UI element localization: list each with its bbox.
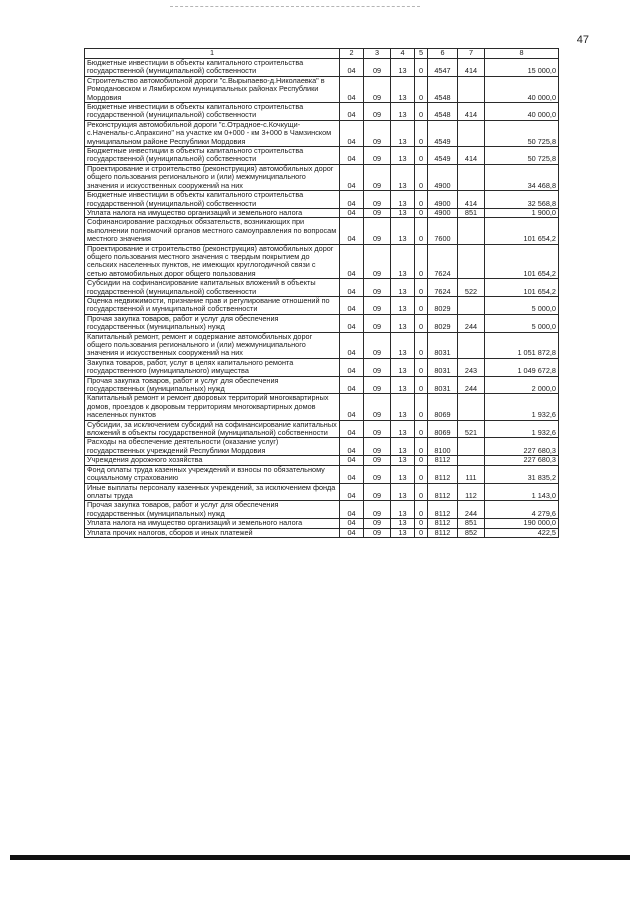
row-code-cell: 0 xyxy=(415,358,428,376)
scan-artifact-dashes xyxy=(170,6,420,9)
header-cell: 4 xyxy=(391,49,415,59)
table-row xyxy=(85,332,559,358)
row-name-cell: Иные выплаты персоналу казенных учреждений, за исключением фонда оплаты труда xyxy=(85,483,340,501)
row-sum-cell: 422,5 xyxy=(485,528,559,537)
row-code-cell: 04 xyxy=(340,147,364,165)
row-code-cell xyxy=(458,394,485,420)
row-code-cell: 13 xyxy=(391,465,415,483)
row-code-cell: 04 xyxy=(340,59,364,77)
row-name-cell: Прочая закупка товаров, работ и услуг для обеспечения государственных (муниципальных) нужд xyxy=(85,376,340,394)
row-name-cell: Субсидии на софинансирование капитальных вложений в объекты государственной (муниципальной) собственности xyxy=(85,279,340,297)
row-code-cell: 13 xyxy=(391,279,415,297)
row-code-cell: 09 xyxy=(364,438,391,456)
header-cell: 5 xyxy=(415,49,428,59)
row-code-cell: 8112 xyxy=(428,519,458,528)
row-code-cell: 09 xyxy=(364,465,391,483)
row-code-cell: 414 xyxy=(458,147,485,165)
row-code-cell: 8031 xyxy=(428,376,458,394)
row-code-cell: 04 xyxy=(340,420,364,438)
row-code-cell xyxy=(458,76,485,102)
row-code-cell: 13 xyxy=(391,358,415,376)
row-code-cell: 8031 xyxy=(428,358,458,376)
row-code-cell xyxy=(458,438,485,456)
row-code-cell xyxy=(458,218,485,244)
row-sum-cell: 227 680,3 xyxy=(485,438,559,456)
row-name-cell: Реконструкция автомобильной дороги "с.Отрадное-с.Кочкущи-с.Наченалы-с.Апраксино" на участке км 0+000 - км 3+000 в Чамзинском муниципальном районе Республики Мордовия xyxy=(85,120,340,146)
row-sum-cell: 101 654,2 xyxy=(485,244,559,279)
row-code-cell: 13 xyxy=(391,103,415,121)
row-code-cell: 04 xyxy=(340,438,364,456)
row-code-cell: 13 xyxy=(391,438,415,456)
row-code-cell: 414 xyxy=(458,191,485,209)
row-code-cell: 851 xyxy=(458,208,485,217)
table-row xyxy=(85,191,559,209)
row-code-cell: 0 xyxy=(415,332,428,358)
row-code-cell: 0 xyxy=(415,438,428,456)
row-code-cell: 09 xyxy=(364,208,391,217)
row-code-cell: 13 xyxy=(391,456,415,465)
row-code-cell: 13 xyxy=(391,528,415,537)
table-row xyxy=(85,164,559,190)
row-sum-cell: 40 000,0 xyxy=(485,103,559,121)
row-code-cell: 09 xyxy=(364,103,391,121)
row-code-cell: 8029 xyxy=(428,314,458,332)
row-code-cell: 04 xyxy=(340,296,364,314)
table-row xyxy=(85,438,559,456)
row-code-cell: 7624 xyxy=(428,279,458,297)
row-name-cell: Строительство автомобильной дороги "с.Вырыпаево-д.Николаевка" в Ромодановском и Лямбирском муниципальных районах Республики Мордовия xyxy=(85,76,340,102)
table-header-row xyxy=(85,49,559,59)
row-code-cell: 13 xyxy=(391,314,415,332)
row-code-cell: 0 xyxy=(415,483,428,501)
table-row xyxy=(85,483,559,501)
row-sum-cell: 50 725,8 xyxy=(485,120,559,146)
row-code-cell: 4549 xyxy=(428,120,458,146)
row-sum-cell: 1 049 672,8 xyxy=(485,358,559,376)
row-code-cell: 244 xyxy=(458,314,485,332)
page-bottom-bar xyxy=(10,855,630,860)
row-sum-cell: 101 654,2 xyxy=(485,218,559,244)
row-sum-cell: 1 932,6 xyxy=(485,394,559,420)
row-sum-cell: 1 051 872,8 xyxy=(485,332,559,358)
row-code-cell: 0 xyxy=(415,296,428,314)
row-code-cell: 0 xyxy=(415,420,428,438)
row-name-cell: Прочая закупка товаров, работ и услуг для обеспечения государственных (муниципальных) нужд xyxy=(85,501,340,519)
row-code-cell: 0 xyxy=(415,519,428,528)
row-name-cell: Уплата налога на имущество организаций и земельного налога xyxy=(85,519,340,528)
row-code-cell: 0 xyxy=(415,76,428,102)
row-sum-cell: 5 000,0 xyxy=(485,296,559,314)
row-code-cell: 13 xyxy=(391,296,415,314)
row-code-cell: 09 xyxy=(364,120,391,146)
row-code-cell: 09 xyxy=(364,218,391,244)
row-name-cell: Расходы на обеспечение деятельности (оказание услуг) государственных учреждений Республики Мордовия xyxy=(85,438,340,456)
row-sum-cell: 15 000,0 xyxy=(485,59,559,77)
row-code-cell: 244 xyxy=(458,376,485,394)
row-code-cell xyxy=(458,332,485,358)
row-code-cell: 0 xyxy=(415,456,428,465)
row-code-cell: 13 xyxy=(391,147,415,165)
row-code-cell: 243 xyxy=(458,358,485,376)
row-sum-cell: 31 835,2 xyxy=(485,465,559,483)
row-code-cell: 04 xyxy=(340,456,364,465)
row-name-cell: Закупка товаров, работ, услуг в целях капитального ремонта государственного (муниципального) имущества xyxy=(85,358,340,376)
row-code-cell: 13 xyxy=(391,191,415,209)
row-code-cell: 04 xyxy=(340,376,364,394)
row-code-cell: 4548 xyxy=(428,76,458,102)
table-row xyxy=(85,279,559,297)
row-code-cell: 04 xyxy=(340,501,364,519)
row-code-cell: 04 xyxy=(340,120,364,146)
budget-table xyxy=(84,48,559,538)
row-code-cell: 04 xyxy=(340,244,364,279)
row-code-cell: 04 xyxy=(340,76,364,102)
row-code-cell: 09 xyxy=(364,147,391,165)
header-cell: 8 xyxy=(485,49,559,59)
row-code-cell: 244 xyxy=(458,501,485,519)
table-row xyxy=(85,501,559,519)
row-code-cell: 13 xyxy=(391,519,415,528)
row-code-cell: 13 xyxy=(391,164,415,190)
row-name-cell: Фонд оплаты труда казенных учреждений и взносы по обязательному социальному страхованию xyxy=(85,465,340,483)
row-code-cell: 04 xyxy=(340,483,364,501)
row-code-cell: 04 xyxy=(340,208,364,217)
row-code-cell: 0 xyxy=(415,208,428,217)
page-number: 47 xyxy=(576,34,589,46)
row-code-cell: 0 xyxy=(415,103,428,121)
row-code-cell: 04 xyxy=(340,314,364,332)
row-sum-cell: 5 000,0 xyxy=(485,314,559,332)
row-code-cell: 09 xyxy=(364,244,391,279)
row-sum-cell: 101 654,2 xyxy=(485,279,559,297)
row-code-cell: 09 xyxy=(364,501,391,519)
table-row xyxy=(85,519,559,528)
row-code-cell: 8112 xyxy=(428,483,458,501)
row-code-cell: 13 xyxy=(391,376,415,394)
row-code-cell: 09 xyxy=(364,296,391,314)
row-code-cell: 0 xyxy=(415,244,428,279)
row-code-cell: 0 xyxy=(415,314,428,332)
row-name-cell: Бюджетные инвестиции в объекты капитального строительства государственной (муниципальной) собственности xyxy=(85,147,340,165)
row-code-cell: 7600 xyxy=(428,218,458,244)
row-name-cell: Проектирование и строительство (реконструкция) автомобильных дорог общего пользования регионального и (или) межмуниципального значения и искусственных сооружений на них xyxy=(85,164,340,190)
row-sum-cell: 1 900,0 xyxy=(485,208,559,217)
table-row xyxy=(85,76,559,102)
row-code-cell: 4547 xyxy=(428,59,458,77)
row-code-cell: 111 xyxy=(458,465,485,483)
row-code-cell: 13 xyxy=(391,76,415,102)
row-code-cell xyxy=(458,296,485,314)
table-row xyxy=(85,465,559,483)
table-row xyxy=(85,528,559,537)
row-code-cell: 13 xyxy=(391,208,415,217)
row-code-cell: 09 xyxy=(364,191,391,209)
table-row xyxy=(85,244,559,279)
row-name-cell: Учреждения дорожного хозяйства xyxy=(85,456,340,465)
row-code-cell: 8069 xyxy=(428,420,458,438)
row-name-cell: Субсидии, за исключением субсидий на софинансирование капитальных вложений в объекты государственной (муниципальной) собственности xyxy=(85,420,340,438)
row-code-cell: 8069 xyxy=(428,394,458,420)
row-code-cell: 0 xyxy=(415,501,428,519)
row-code-cell: 8031 xyxy=(428,332,458,358)
row-name-cell: Бюджетные инвестиции в объекты капитального строительства государственной (муниципальной) собственности xyxy=(85,103,340,121)
row-code-cell: 09 xyxy=(364,528,391,537)
row-sum-cell: 1 932,6 xyxy=(485,420,559,438)
row-code-cell xyxy=(458,456,485,465)
row-code-cell: 09 xyxy=(364,332,391,358)
row-code-cell: 522 xyxy=(458,279,485,297)
row-code-cell: 09 xyxy=(364,164,391,190)
row-code-cell: 04 xyxy=(340,528,364,537)
table-row xyxy=(85,59,559,77)
row-code-cell: 8112 xyxy=(428,465,458,483)
row-code-cell: 09 xyxy=(364,76,391,102)
row-code-cell: 04 xyxy=(340,394,364,420)
row-code-cell: 112 xyxy=(458,483,485,501)
header-cell: 2 xyxy=(340,49,364,59)
row-code-cell: 0 xyxy=(415,191,428,209)
row-name-cell: Бюджетные инвестиции в объекты капитального строительства государственной (муниципальной) собственности xyxy=(85,191,340,209)
row-code-cell: 4548 xyxy=(428,103,458,121)
row-code-cell xyxy=(458,120,485,146)
table-row xyxy=(85,314,559,332)
row-code-cell: 852 xyxy=(458,528,485,537)
row-code-cell: 0 xyxy=(415,147,428,165)
row-name-cell: Бюджетные инвестиции в объекты капитального строительства государственной (муниципальной) собственности xyxy=(85,59,340,77)
row-code-cell: 09 xyxy=(364,394,391,420)
row-code-cell: 0 xyxy=(415,120,428,146)
row-name-cell: Уплата налога на имущество организаций и земельного налога xyxy=(85,208,340,217)
row-code-cell: 8112 xyxy=(428,501,458,519)
header-cell: 3 xyxy=(364,49,391,59)
table-row xyxy=(85,420,559,438)
row-sum-cell: 1 143,0 xyxy=(485,483,559,501)
table-row xyxy=(85,218,559,244)
row-code-cell: 0 xyxy=(415,279,428,297)
row-code-cell: 0 xyxy=(415,218,428,244)
row-code-cell: 4900 xyxy=(428,164,458,190)
row-code-cell: 8112 xyxy=(428,456,458,465)
row-name-cell: Прочая закупка товаров, работ и услуг для обеспечения государственных (муниципальных) нужд xyxy=(85,314,340,332)
row-sum-cell: 4 279,6 xyxy=(485,501,559,519)
row-code-cell: 04 xyxy=(340,218,364,244)
row-code-cell: 04 xyxy=(340,519,364,528)
row-name-cell: Проектирование и строительство (реконструкция) автомобильных дорог общего пользования местного значения с твердым покрытием до сельских населенных пунктов, не имеющих круглогодичной связи с сетью автомобильных дорог общего пользования xyxy=(85,244,340,279)
table-row xyxy=(85,394,559,420)
row-code-cell: 13 xyxy=(391,332,415,358)
row-code-cell: 09 xyxy=(364,279,391,297)
row-name-cell: Капитальный ремонт, ремонт и содержание автомобильных дорог общего пользования регионального и (или) межмуниципального значения и искусственных сооружений на них xyxy=(85,332,340,358)
row-code-cell: 0 xyxy=(415,164,428,190)
header-cell: 6 xyxy=(428,49,458,59)
row-name-cell: Капитальный ремонт и ремонт дворовых территорий многоквартирных домов, проездов к дворовым территориям многоквартирных домов населенных пунктов xyxy=(85,394,340,420)
row-code-cell: 851 xyxy=(458,519,485,528)
row-sum-cell: 190 000,0 xyxy=(485,519,559,528)
table-row xyxy=(85,120,559,146)
row-code-cell: 09 xyxy=(364,59,391,77)
row-code-cell: 09 xyxy=(364,420,391,438)
row-sum-cell: 50 725,8 xyxy=(485,147,559,165)
row-code-cell: 521 xyxy=(458,420,485,438)
table-body xyxy=(85,59,559,538)
row-name-cell: Уплата прочих налогов, сборов и иных платежей xyxy=(85,528,340,537)
table-row xyxy=(85,103,559,121)
row-code-cell xyxy=(458,244,485,279)
row-code-cell: 04 xyxy=(340,465,364,483)
table-row xyxy=(85,376,559,394)
row-code-cell: 13 xyxy=(391,483,415,501)
row-code-cell xyxy=(458,164,485,190)
row-sum-cell: 34 468,8 xyxy=(485,164,559,190)
row-code-cell: 0 xyxy=(415,394,428,420)
row-code-cell: 414 xyxy=(458,59,485,77)
row-code-cell: 8029 xyxy=(428,296,458,314)
row-code-cell: 0 xyxy=(415,528,428,537)
row-code-cell: 4549 xyxy=(428,147,458,165)
row-code-cell: 13 xyxy=(391,420,415,438)
row-code-cell: 13 xyxy=(391,59,415,77)
row-code-cell: 04 xyxy=(340,332,364,358)
row-name-cell: Софинансирование расходных обязательств, возникающих при выполнении полномочий органов местного самоуправления по вопросам местного значения xyxy=(85,218,340,244)
row-code-cell: 13 xyxy=(391,501,415,519)
row-code-cell: 09 xyxy=(364,456,391,465)
header-cell: 1 xyxy=(85,49,340,59)
row-sum-cell: 40 000,0 xyxy=(485,76,559,102)
table-row xyxy=(85,358,559,376)
row-code-cell: 13 xyxy=(391,120,415,146)
row-code-cell: 0 xyxy=(415,376,428,394)
row-code-cell: 09 xyxy=(364,519,391,528)
row-code-cell: 7624 xyxy=(428,244,458,279)
row-code-cell: 13 xyxy=(391,218,415,244)
row-code-cell: 8100 xyxy=(428,438,458,456)
row-code-cell: 8112 xyxy=(428,528,458,537)
row-sum-cell: 227 680,3 xyxy=(485,456,559,465)
row-sum-cell: 32 568,8 xyxy=(485,191,559,209)
row-code-cell: 4900 xyxy=(428,208,458,217)
table-row xyxy=(85,208,559,217)
row-code-cell: 13 xyxy=(391,394,415,420)
header-cell: 7 xyxy=(458,49,485,59)
table-row xyxy=(85,147,559,165)
row-code-cell: 09 xyxy=(364,483,391,501)
row-code-cell: 09 xyxy=(364,358,391,376)
row-code-cell: 09 xyxy=(364,314,391,332)
row-code-cell: 04 xyxy=(340,103,364,121)
row-name-cell: Оценка недвижимости, признание прав и регулирование отношений по государственной и муниципальной собственности xyxy=(85,296,340,314)
row-code-cell: 414 xyxy=(458,103,485,121)
row-sum-cell: 2 000,0 xyxy=(485,376,559,394)
row-code-cell: 0 xyxy=(415,465,428,483)
row-code-cell: 04 xyxy=(340,358,364,376)
row-code-cell: 04 xyxy=(340,164,364,190)
row-code-cell: 04 xyxy=(340,191,364,209)
row-code-cell: 04 xyxy=(340,279,364,297)
row-code-cell: 13 xyxy=(391,244,415,279)
table-row xyxy=(85,296,559,314)
row-code-cell: 4900 xyxy=(428,191,458,209)
row-code-cell: 0 xyxy=(415,59,428,77)
table-row xyxy=(85,456,559,465)
row-code-cell: 09 xyxy=(364,376,391,394)
